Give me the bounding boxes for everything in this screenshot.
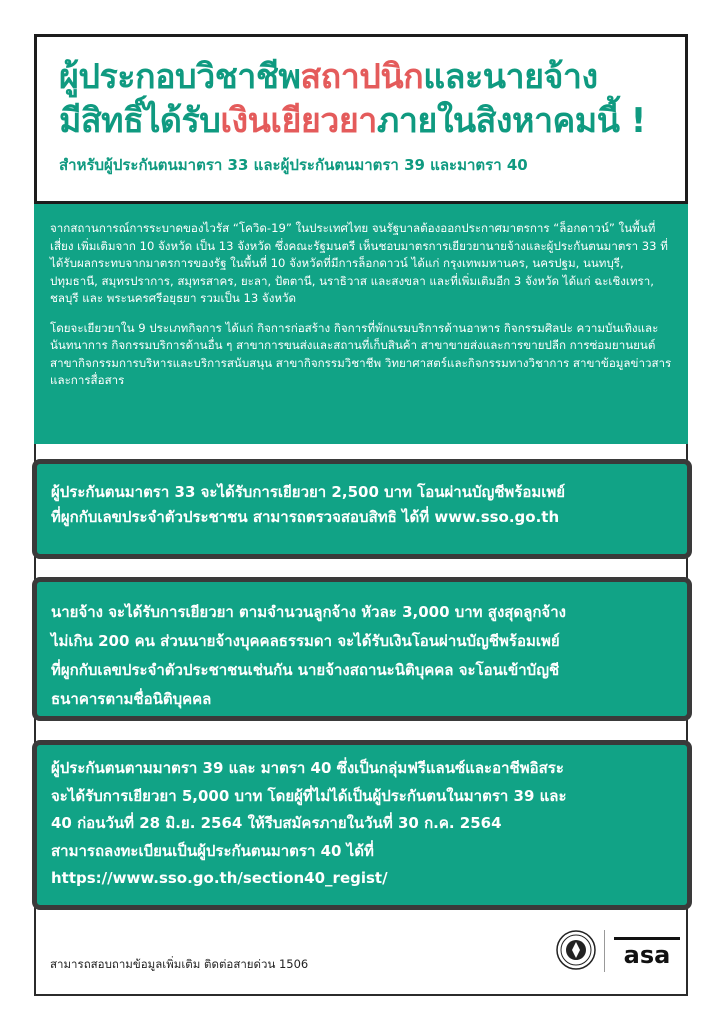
- footer-contact: สามารถสอบถามข้อมูลเพิ่มเติม ติดต่อสายด่วน 1506: [50, 957, 309, 971]
- header-box: [34, 34, 688, 204]
- headline-1-pre: ผู้ประกอบวิชาชีพ: [59, 57, 301, 97]
- section-39-40-line-1: ผู้ประกันตนตามมาตรา 39 และ มาตรา 40 ซึ่งเป็นกลุ่มฟรีแลนซ์และอาชีพอิสระ: [51, 759, 564, 777]
- headline-1-post: และนายจ้าง: [423, 57, 598, 97]
- intro-block: [34, 204, 688, 444]
- section-33-line-2: ที่ผูกกับเลขประจำตัวประชาชน สามารถตรวจสอบสิทธิ ได้ที่ www.sso.go.th: [51, 508, 560, 526]
- headline-line-1: [59, 55, 671, 99]
- headline-2-highlight: เงินเยียวยา: [220, 101, 377, 141]
- employer-line-1: นายจ้าง จะได้รับการเยียวยา ตามจำนวนลูกจ้าง หัวละ 3,000 บาท สูงสุดลูกจ้าง: [51, 603, 566, 621]
- section-39-40-line-4: สามารถลงทะเบียนเป็นผู้ประกันตนมาตรา 40 ได้ที่: [51, 841, 374, 860]
- headline-1-highlight: สถาปนิก: [300, 57, 424, 97]
- section-33-line-1: ผู้ประกันตนมาตรา 33 จะได้รับการเยียวยา 2,500 บาท โอนผ่านบัญชีพร้อมเพย์: [51, 483, 566, 501]
- employer-line-2: ไม่เกิน 200 คน ส่วนนายจ้างบุคคลธรรมดา จะได้รับเงินโอนผ่านบัญชีพร้อมเพย์: [51, 632, 560, 650]
- headline-line-2: [59, 99, 671, 143]
- svg-text:asa: asa: [623, 941, 671, 968]
- header-subtitle: สำหรับผู้ประกันตนมาตรา 33 และผู้ประกันตนมาตรา 39 และมาตรา 40: [59, 156, 528, 174]
- logo-divider: [604, 930, 605, 972]
- university-seal-logo: [556, 930, 596, 970]
- intro-paragraph-2: โดยจะเยียวยาใน 9 ประเภทกิจการ ได้แก่ กิจการก่อสร้าง กิจการที่พักแรมบริการด้านอาหาร กิจกรรมศิลปะ ความบันเทิงและนันทนาการ กิจกรรมบริการด้านอื่น ๆ สาขาการขนส่งและสถานที่เก็บสินค้า สาขาขายส่งและการขายปลีก การซ่อมยานยนต์ สาขากิจกรรมการบริหารและบริการสนับสนุน สาขากิจกรรมวิชาชีพ วิทยาศาสตร์และกิจกรรมทางวิชาการ สาขาข้อมูลข่าวสารและการสื่อสาร: [50, 320, 672, 387]
- section-39-40-line-2: จะได้รับการเยียวยา 5,000 บาท โดยผู้ที่ไม่ได้เป็นผู้ประกันตนในมาตรา 39 และ: [51, 786, 567, 805]
- section-39-40-box: [32, 740, 692, 910]
- section-33-box: [32, 459, 692, 559]
- registration-link[interactable]: https://www.sso.go.th/section40_regist/: [51, 869, 388, 887]
- headline-2-post: ภายในสิงหาคมนี้ !: [376, 101, 646, 141]
- employer-line-4: ธนาคารตามชื่อนิติบุคคล: [51, 690, 212, 708]
- asa-logo: [614, 934, 680, 968]
- headline-2-pre: มีสิทธิ์ได้รับ: [59, 101, 221, 141]
- employer-line-3: ที่ผูกกับเลขประจำตัวประชาชนเช่นกัน นายจ้างสถานะนิติบุคคล จะโอนเข้าบัญชี: [51, 661, 560, 679]
- section-39-40-line-3: 40 ก่อนวันที่ 28 มิ.ย. 2564 ให้รีบสมัครภายในวันที่ 30 ก.ค. 2564: [51, 814, 502, 832]
- intro-paragraph-1: จากสถานการณ์การระบาดของไวรัส “โควิด-19” ในประเทศไทย จนรัฐบาลต้องออกประกาศมาตรการ “ล็อกดาวน์” ในพื้นที่เสี่ยง เพิ่มเติมจาก 10 จังหวัด เป็น 13 จังหวัด ซึ่งคณะรัฐมนตรี เห็นชอบมาตรการเยียวยานายจ้างและผู้ประกันตนมาตรา 33 ที่ได้รับผลกระทบจากมาตรการของรัฐ ในพื้นที่ 10 จังหวัดที่มีการล็อกดาวน์ ได้แก่ กรุงเทพมหานคร, นครปฐม, นนทบุรี, ปทุมธานี, สมุทรปราการ, สมุทรสาคร, ยะลา, ปัตตานี, นราธิวาส และสงขลา และที่เพิ่มเติมอีก 3 จังหวัด ได้แก่ ฉะเชิงเทรา, ชลบุรี และ พระนครศรีอยุธยา รวมเป็น 13 จังหวัด: [50, 221, 668, 305]
- employer-box: [32, 577, 692, 721]
